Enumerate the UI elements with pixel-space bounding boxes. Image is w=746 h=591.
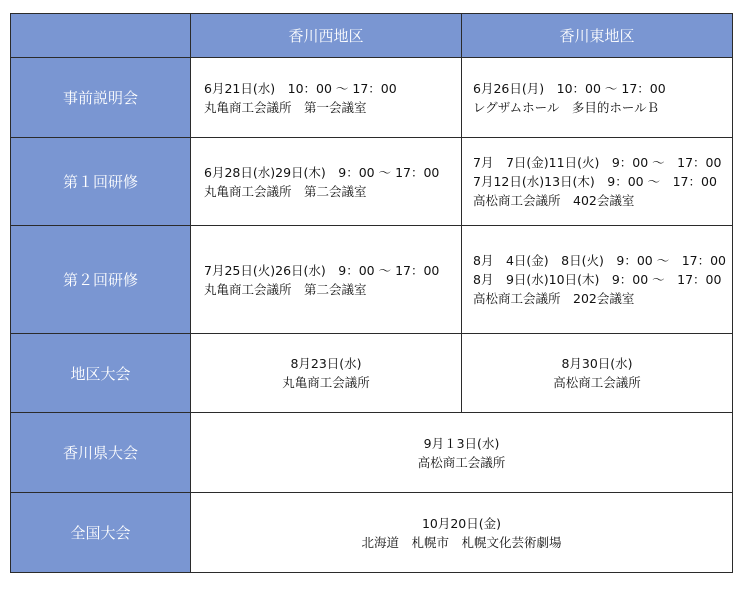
row-header: 事前説明会 <box>11 58 191 138</box>
cell-line: 6月21日(水) 10：00 ～ 17：00 <box>204 80 397 96</box>
row-header: 第２回研修 <box>11 226 191 334</box>
cell-line: 高松商工会議所 402会議室 <box>473 193 635 208</box>
table-row <box>11 334 733 413</box>
cell-line: 7月 7日(金)11日(火) 9：00 ～ 17：00 <box>473 155 722 170</box>
east-cell <box>462 138 733 226</box>
merged-cell <box>191 493 733 573</box>
cell-line: 丸亀商工会議所 第二会議室 <box>204 183 367 199</box>
cell-line: 北海道 札幌市 札幌文化芸術劇場 <box>361 534 562 550</box>
cell-line: 8月23日(水) <box>290 356 362 371</box>
schedule-table <box>10 13 733 573</box>
merged-cell <box>191 413 733 493</box>
cell-line: 10月20日(金) <box>421 515 502 531</box>
table-row <box>11 226 733 334</box>
cell-line: 丸亀商工会議所 第二会議室 <box>204 281 367 297</box>
table-row <box>11 138 733 226</box>
west-cell <box>191 138 462 226</box>
corner-header-cell <box>11 14 191 58</box>
header-row <box>11 14 733 58</box>
west-cell <box>191 334 462 413</box>
table-row <box>11 58 733 138</box>
cell-line: 丸亀商工会議所 <box>282 375 370 390</box>
row-header: 第１回研修 <box>11 138 191 226</box>
cell-line: 8月 9日(水)10日(木) 9：00 ～ 17：00 <box>473 272 722 287</box>
cell-line: 7月25日(火)26日(水) 9：00 ～ 17：00 <box>204 262 440 278</box>
row-header: 香川県大会 <box>11 413 191 493</box>
cell-line: 7月12日(水)13日(木) 9：00 ～ 17：00 <box>473 174 717 189</box>
cell-line: 丸亀商工会議所 第一会議室 <box>204 99 367 115</box>
cell-line: 高松商工会議所 <box>417 454 506 470</box>
cell-line: 9月１3日(水) <box>423 435 500 451</box>
east-cell <box>462 334 733 413</box>
table-row <box>11 493 733 573</box>
row-header: 地区大会 <box>11 334 191 413</box>
table-row <box>11 413 733 493</box>
west-cell <box>191 58 462 138</box>
cell-line: レグザムホール 多目的ホールＢ <box>473 99 660 115</box>
row-header: 全国大会 <box>11 493 191 573</box>
cell-line: 6月28日(水)29日(木) 9：00 ～ 17：00 <box>204 164 440 180</box>
west-cell <box>191 226 462 334</box>
cell-line: 高松商工会議所 <box>553 375 641 390</box>
cell-line: 6月26日(月) 10：00 ～ 17：00 <box>473 80 666 96</box>
cell-line: 高松商工会議所 202会議室 <box>473 291 635 306</box>
cell-line: 8月30日(水) <box>561 356 633 371</box>
cell-line: 8月 4日(金) 8日(火) 9：00 ～ 17：00 <box>473 253 727 268</box>
column-header-west: 香川西地区 <box>191 14 462 58</box>
east-cell <box>462 58 733 138</box>
column-header-east: 香川東地区 <box>462 14 733 58</box>
east-cell <box>462 226 733 334</box>
